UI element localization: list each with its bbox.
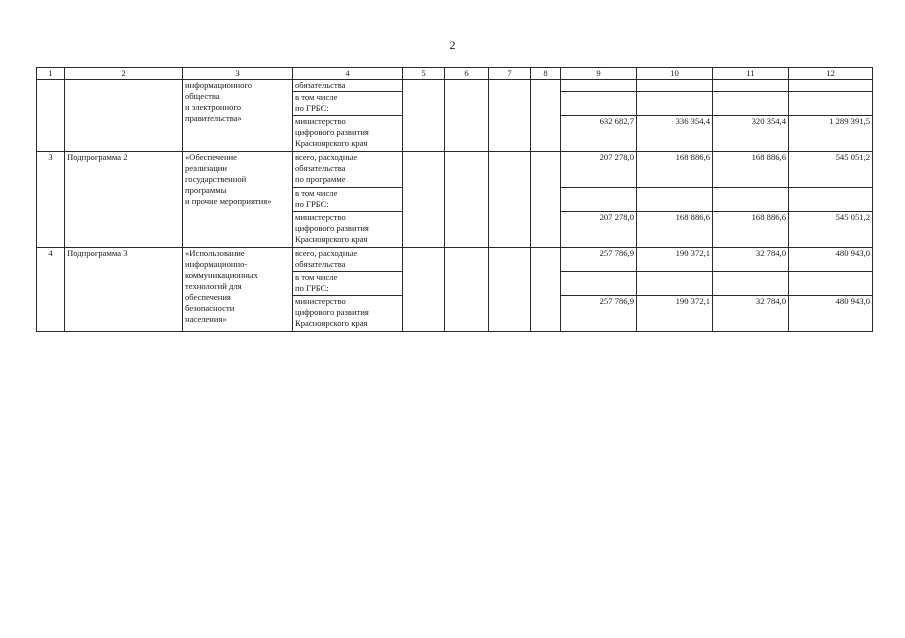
expense-type: министерство цифрового развития Красноярского края	[293, 212, 403, 248]
row-number: 4	[37, 248, 65, 332]
value-col-10: 168 886,6	[637, 152, 713, 188]
value-col-10: 190 372,1	[637, 296, 713, 332]
empty-cell	[403, 152, 445, 248]
value-col-11	[713, 92, 789, 116]
value-col-10	[637, 92, 713, 116]
expense-type: министерство цифрового развития Красноярского края	[293, 296, 403, 332]
value-col-10	[637, 80, 713, 92]
expense-type: в том числе по ГРБС:	[293, 92, 403, 116]
value-col-11: 32 784,0	[713, 296, 789, 332]
col-header-5: 5	[403, 68, 445, 80]
empty-cell	[531, 80, 561, 152]
col-header-1: 1	[37, 68, 65, 80]
value-col-11: 32 784,0	[713, 248, 789, 272]
col-header-10: 10	[637, 68, 713, 80]
value-col-11	[713, 188, 789, 212]
value-col-10: 168 886,6	[637, 212, 713, 248]
value-col-10	[637, 272, 713, 296]
value-col-11: 168 886,6	[713, 212, 789, 248]
table-row	[37, 248, 873, 272]
col-header-7: 7	[489, 68, 531, 80]
empty-cell	[531, 248, 561, 332]
value-col-9	[561, 272, 637, 296]
empty-cell	[445, 152, 489, 248]
empty-cell	[489, 152, 531, 248]
value-col-10	[637, 188, 713, 212]
empty-cell	[445, 248, 489, 332]
value-col-9	[561, 80, 637, 92]
value-col-12	[789, 272, 873, 296]
col-header-8: 8	[531, 68, 561, 80]
budget-table	[36, 67, 873, 332]
value-col-12	[789, 80, 873, 92]
table-row	[37, 80, 873, 92]
table-row	[37, 152, 873, 188]
value-col-9	[561, 188, 637, 212]
value-col-9: 207 278,0	[561, 212, 637, 248]
value-col-11	[713, 80, 789, 92]
empty-cell	[489, 248, 531, 332]
empty-cell	[403, 80, 445, 152]
expense-type: министерство цифрового развития Красноярского края	[293, 116, 403, 152]
value-col-9: 257 786,9	[561, 296, 637, 332]
expense-type: всего, расходные обязательства по программе	[293, 152, 403, 188]
value-col-12	[789, 92, 873, 116]
value-col-10: 190 372,1	[637, 248, 713, 272]
empty-cell	[531, 152, 561, 248]
program-cell	[65, 80, 183, 152]
expense-type: в том числе по ГРБС:	[293, 272, 403, 296]
value-col-10: 336 354,4	[637, 116, 713, 152]
value-col-12: 480 943,0	[789, 248, 873, 272]
program-cell: Подпрограмма 3	[65, 248, 183, 332]
empty-cell	[489, 80, 531, 152]
value-col-12	[789, 188, 873, 212]
program-title: «Использование информационно- коммуникационных технологий для обеспечения безопасности населения»	[183, 248, 293, 332]
value-col-9	[561, 92, 637, 116]
col-header-2: 2	[65, 68, 183, 80]
value-col-11: 320 354,4	[713, 116, 789, 152]
value-col-12: 545 051,2	[789, 212, 873, 248]
empty-cell	[403, 248, 445, 332]
value-col-11: 168 886,6	[713, 152, 789, 188]
col-header-6: 6	[445, 68, 489, 80]
header-row	[37, 68, 873, 80]
row-number: 3	[37, 152, 65, 248]
value-col-12: 545 051,2	[789, 152, 873, 188]
page-number: 2	[449, 38, 456, 52]
col-header-9: 9	[561, 68, 637, 80]
value-col-12: 480 943,0	[789, 296, 873, 332]
program-cell: Подпрограмма 2	[65, 152, 183, 248]
empty-cell	[445, 80, 489, 152]
expense-type: в том числе по ГРБС:	[293, 188, 403, 212]
program-title: «Обеспечение реализации государственной программы и прочие мероприятия»	[183, 152, 293, 248]
col-header-12: 12	[789, 68, 873, 80]
col-header-3: 3	[183, 68, 293, 80]
value-col-9: 207 278,0	[561, 152, 637, 188]
row-number	[37, 80, 65, 152]
col-header-4: 4	[293, 68, 403, 80]
expense-type: обязательства	[293, 80, 403, 92]
value-col-9: 632 682,7	[561, 116, 637, 152]
program-title: информационного общества и электронного правительства»	[183, 80, 293, 152]
value-col-9: 257 786,9	[561, 248, 637, 272]
col-header-11: 11	[713, 68, 789, 80]
value-col-12: 1 289 391,5	[789, 116, 873, 152]
value-col-11	[713, 272, 789, 296]
expense-type: всего, расходные обязательства	[293, 248, 403, 272]
